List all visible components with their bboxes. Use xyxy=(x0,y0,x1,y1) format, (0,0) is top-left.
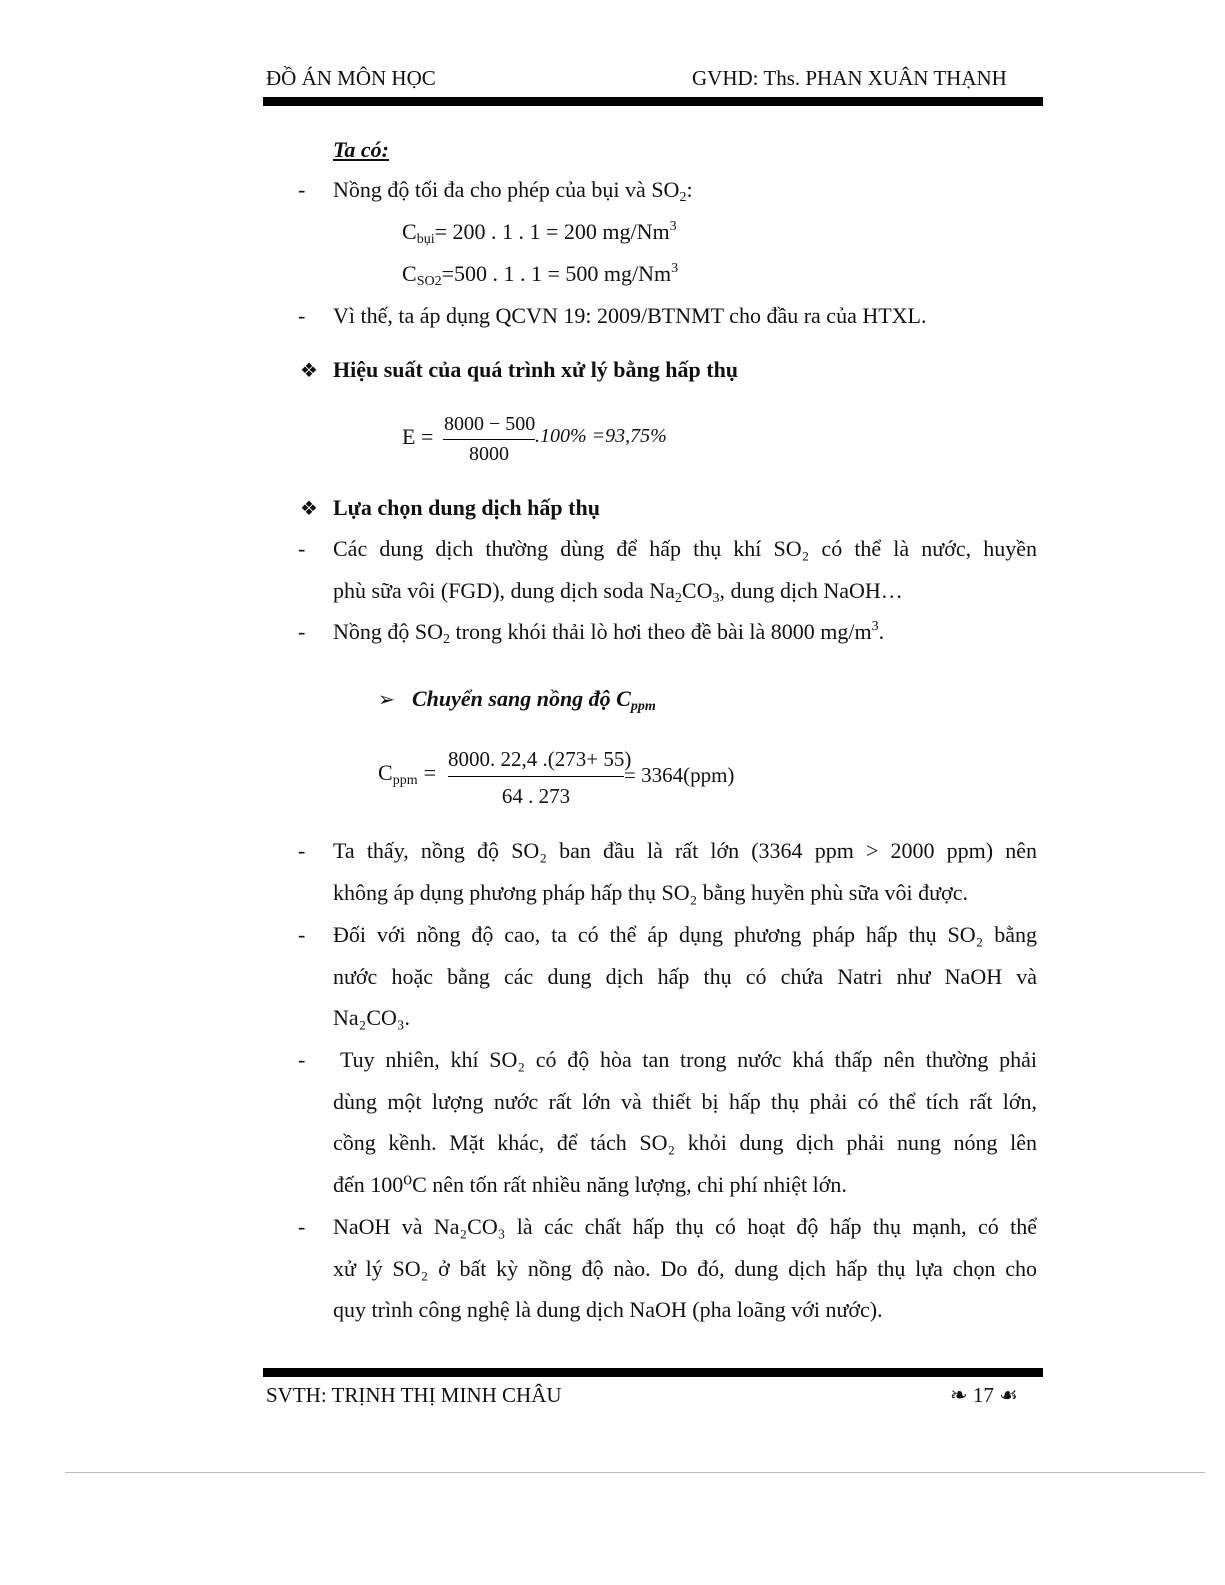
max-concentration-line: Nồng độ tối đa cho phép của bụi và $SO_2$: xyxy=(333,177,693,205)
ta-co-label: Ta có: xyxy=(333,137,390,162)
eq-c-lhs: $C_{ppm}$ = xyxy=(378,760,436,788)
para2: Nồng độ $SO_2$ trong khói thải lò hơi theo đề bài là 8000 $mg/m^3$. xyxy=(333,619,885,647)
eq-c-fraction-line xyxy=(448,776,624,777)
para5-line4: đến 100⁰C nên tốn rất nhiều năng lượng, chi phí nhiệt lớn. xyxy=(333,1172,847,1197)
dash-2: - xyxy=(298,303,306,328)
dash-4: - xyxy=(298,619,306,644)
para5-line1: Tuy nhiên, khí SO₂ có độ hòa tan trong nước khá thấp nên thường phải xyxy=(340,1047,1037,1072)
eq-e-rhs: .100% =93,75% xyxy=(535,425,667,447)
header-left: ĐỒ ÁN MÔN HỌC xyxy=(266,66,436,90)
header-rule xyxy=(263,97,1043,106)
eq-e-lhs: E = xyxy=(402,424,434,449)
heading-cppm: Chuyển sang nồng độ $C_{ppm}$ xyxy=(412,686,656,714)
diamond-bullet-icon: ❖ xyxy=(300,360,318,382)
dash-8: - xyxy=(298,1214,306,1239)
dash-3: - xyxy=(298,536,306,561)
para4-line2: nước hoặc bằng các dung dịch hấp thụ có chứa Natri như NaOH và xyxy=(333,964,1037,989)
ornament-left-icon: ❧ xyxy=(950,1383,968,1407)
header-right: GVHD: Ths. PHAN XUÂN THẠNH xyxy=(692,66,1007,90)
para6-line3: quy trình công nghệ là dung dịch NaOH (pha loãng với nước). xyxy=(333,1297,883,1322)
dash-1: - xyxy=(298,177,306,202)
para4-line1: Đối với nồng độ cao, ta có thể áp dụng phương pháp hấp thụ SO₂ bằng xyxy=(333,922,1037,947)
cbui-formula: $C_{bụi}= 200$ . 1 . 1 = 200 mg/Nm$^3$ xyxy=(402,219,677,247)
eq-e-denominator: 8000 xyxy=(469,443,509,465)
para3-line1: Ta thấy, nồng độ SO₂ ban đầu là rất lớn (3364 ppm > 2000 ppm) nên xyxy=(333,838,1037,863)
dash-5: - xyxy=(298,838,306,863)
footer-left: SVTH: TRỊNH THỊ MINH CHÂU xyxy=(266,1383,562,1407)
footer-rule xyxy=(263,1368,1043,1377)
para5-line2: dùng một lượng nước rất lớn và thiết bị hấp thụ phải có thể tích rất lớn, xyxy=(333,1089,1037,1114)
qcvn-line: Vì thế, ta áp dụng QCVN 19: 2009/BTNMT cho đầu ra của HTXL. xyxy=(333,303,927,328)
eq-c-numerator: 8000. 22,4 .(273+ 55) xyxy=(448,747,632,771)
para6-line2: xử lý SO₂ ở bất kỳ nồng độ nào. Do đó, dung dịch hấp thụ lựa chọn cho xyxy=(333,1256,1037,1281)
para1-line1: Các dung dịch thường dùng để hấp thụ khí SO₂ có thể là nước, huyền xyxy=(333,536,1037,561)
heading-efficiency: Hiệu suất của quá trình xử lý bằng hấp thụ xyxy=(333,357,739,382)
heading-solution-choice: Lựa chọn dung dịch hấp thụ xyxy=(333,495,600,520)
para6-line1: NaOH và Na₂CO₃ là các chất hấp thụ có hoạt độ hấp thụ mạnh, có thể xyxy=(333,1214,1037,1239)
ornament-right-icon: ☙ xyxy=(999,1383,1018,1407)
dash-6: - xyxy=(298,922,306,947)
page-number-group xyxy=(950,1383,1018,1408)
page-number: 17 xyxy=(972,1383,994,1407)
dash-7: - xyxy=(298,1047,306,1072)
eq-e-fraction-line xyxy=(443,439,535,440)
para4-line3: Na₂CO₃. xyxy=(333,1005,411,1030)
eq-c-rhs: = 3364(ppm) xyxy=(624,763,735,787)
para3-line2: không áp dụng phương pháp hấp thụ SO₂ bằng huyền phù sữa vôi được. xyxy=(333,880,968,905)
diamond-bullet-icon: ❖ xyxy=(300,498,318,520)
arrow-bullet-icon: ➢ xyxy=(378,689,395,711)
page-bottom-border xyxy=(65,1472,1205,1473)
cso2-formula: $C_{SO2}=500$ . 1 . 1 = 500 mg/Nm$^3$ xyxy=(402,261,679,289)
eq-e-numerator: 8000 − 500 xyxy=(444,413,536,435)
eq-c-denominator: 64 . 273 xyxy=(501,784,571,808)
para5-line3: cồng kềnh. Mặt khác, để tách SO₂ khỏi dung dịch phải nung nóng lên xyxy=(333,1130,1037,1155)
para1-line2: phù sữa vôi (FGD), dung dịch soda $Na_2CO_3$, dung dịch NaOH… xyxy=(333,578,903,606)
